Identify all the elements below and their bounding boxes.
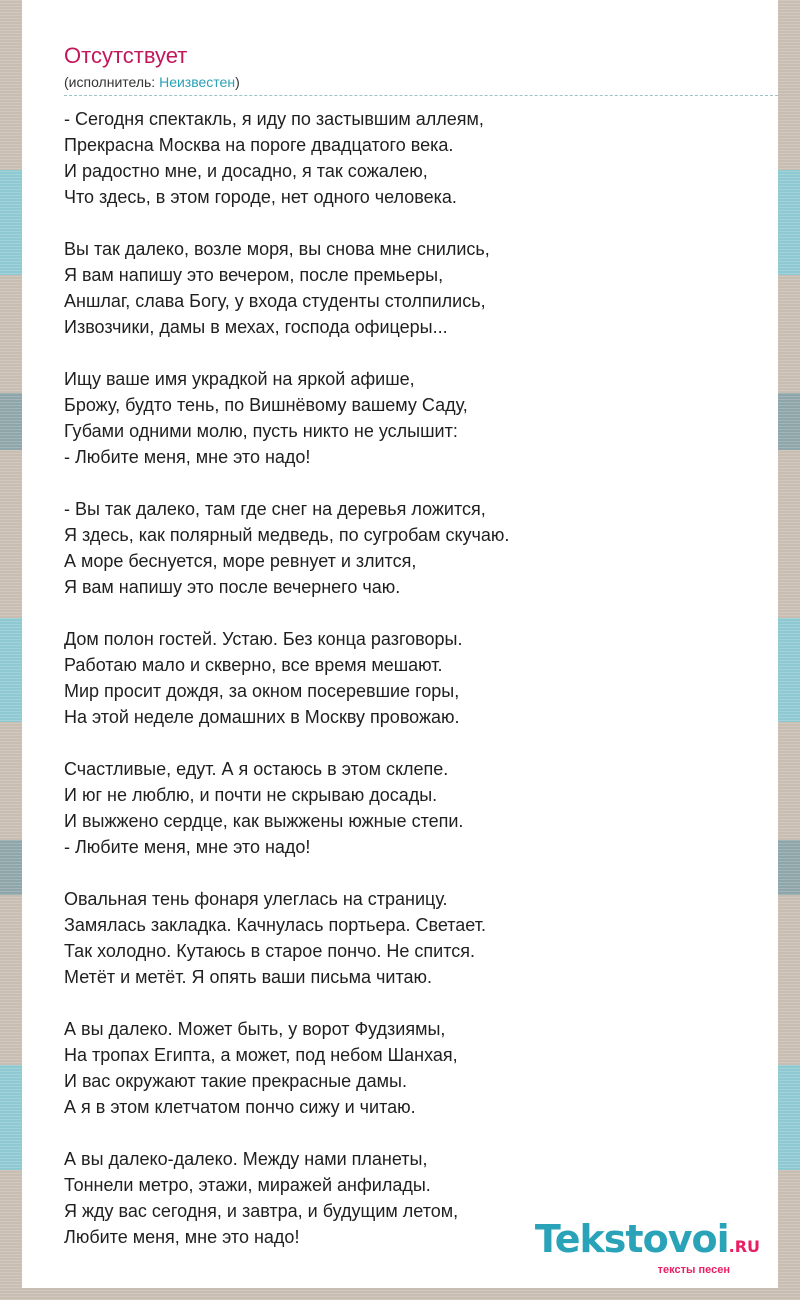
lyric-line: Извозчики, дамы в мехах, господа офицеры... <box>64 317 448 337</box>
stanza <box>64 756 778 860</box>
lyric-line: Я здесь, как полярный медведь, по сугробам скучаю. <box>64 525 510 545</box>
stanza <box>64 496 778 600</box>
lyric-line: Я вам напишу это вечером, после премьеры, <box>64 265 444 285</box>
lyric-line: - Вы так далеко, там где снег на деревья ложится, <box>64 499 486 519</box>
lyric-line: На тропах Египта, а может, под небом Шанхая, <box>64 1045 458 1065</box>
artist-suffix: ) <box>235 74 240 90</box>
song-title: Отсутствует <box>64 43 188 68</box>
stanza <box>64 1016 778 1120</box>
stanza <box>64 886 778 990</box>
lyric-line: Губами одними молю, пусть никто не услышит: <box>64 421 458 441</box>
lyric-line: И вас окружают такие прекрасные дамы. <box>64 1071 407 1091</box>
lyric-line: Что здесь, в этом городе, нет одного человека. <box>64 187 457 207</box>
artist-line <box>64 74 778 96</box>
lyric-line: И радостно мне, и досадно, я так сожалею, <box>64 161 428 181</box>
lyric-line: Я вам напишу это после вечернего чаю. <box>64 577 401 597</box>
artist-link[interactable]: Неизвестен <box>159 74 236 90</box>
stanza <box>64 236 778 340</box>
lyric-line: Так холодно. Кутаюсь в старое пончо. Не спится. <box>64 941 476 961</box>
site-logo[interactable] <box>534 1217 760 1276</box>
lyric-line: Любите меня, мне это надо! <box>64 1227 300 1247</box>
artist-prefix: (исполнитель: <box>64 74 160 90</box>
stanza <box>64 366 778 470</box>
lyric-line: - Сегодня спектакль, я иду по застывшим аллеям, <box>64 109 484 129</box>
lyric-line: Прекрасна Москва на пороге двадцатого века. <box>64 135 454 155</box>
lyric-line: А море беснуется, море ревнует и злится, <box>64 551 417 571</box>
lyric-line: Счастливые, едут. А я остаюсь в этом склепе. <box>64 759 449 779</box>
lyric-line: - Любите меня, мне это надо! <box>64 837 311 857</box>
lyrics-card <box>22 0 778 1288</box>
logo-main-text: Tekstovoi <box>534 1217 729 1261</box>
lyrics-body <box>64 106 778 1250</box>
lyric-line: Вы так далеко, возле моря, вы снова мне снились, <box>64 239 490 259</box>
lyric-line: Замялась закладка. Качнулась портьера. Светает. <box>64 915 486 935</box>
lyric-line: И выжжено сердце, как выжжены южные степи. <box>64 811 464 831</box>
lyric-line: А я в этом клетчатом пончо сижу и читаю. <box>64 1097 416 1117</box>
lyric-line: И юг не люблю, и почти не скрываю досады. <box>64 785 438 805</box>
lyric-line: Я жду вас сегодня, и завтра, и будущим летом, <box>64 1201 459 1221</box>
logo-tld: .RU <box>728 1237 760 1256</box>
lyric-line: Дом полон гостей. Устаю. Без конца разговоры. <box>64 629 463 649</box>
lyric-line: Аншлаг, слава Богу, у входа студенты столпились, <box>64 291 486 311</box>
lyric-line: А вы далеко. Может быть, у ворот Фудзиямы, <box>64 1019 446 1039</box>
lyric-line: Овальная тень фонаря улеглась на страницу. <box>64 889 448 909</box>
lyric-line: Метёт и метёт. Я опять ваши письма читаю. <box>64 967 433 987</box>
lyric-line: А вы далеко-далеко. Между нами планеты, <box>64 1149 428 1169</box>
stanza <box>64 626 778 730</box>
logo-tagline: тексты песен <box>657 1264 730 1276</box>
lyric-line: Ищу ваше имя украдкой на яркой афише, <box>64 369 415 389</box>
lyric-line: - Любите меня, мне это надо! <box>64 447 311 467</box>
lyric-line: Тоннели метро, этажи, миражей анфилады. <box>64 1175 431 1195</box>
lyric-line: Мир просит дождя, за окном посеревшие горы, <box>64 681 460 701</box>
logo-wordmark <box>534 1217 760 1266</box>
lyric-line: Брожу, будто тень, по Вишнёвому вашему Саду, <box>64 395 468 415</box>
stanza <box>64 106 778 210</box>
lyric-line: Работаю мало и скверно, все время мешают. <box>64 655 443 675</box>
lyric-line: На этой неделе домашних в Москву провожаю. <box>64 707 460 727</box>
